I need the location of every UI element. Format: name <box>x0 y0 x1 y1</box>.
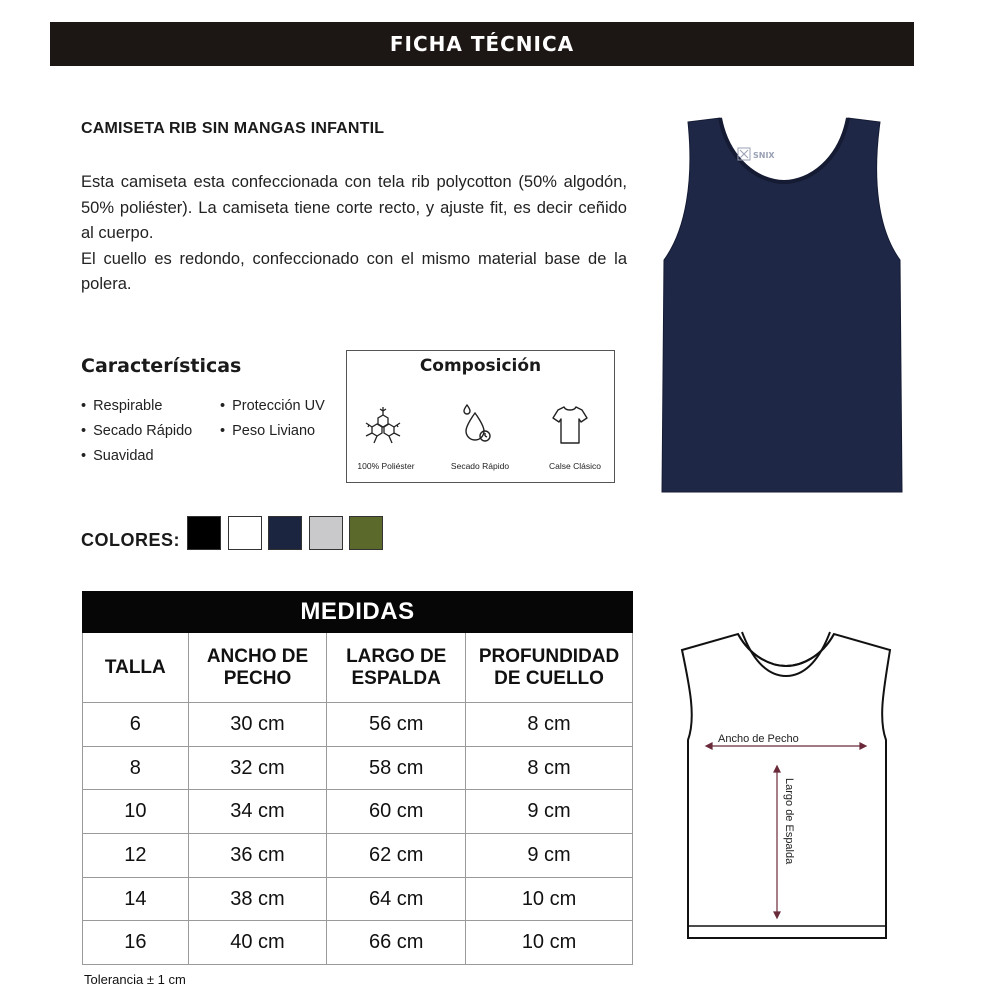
polyester-fiber-icon <box>365 403 401 447</box>
composition-box <box>346 350 615 483</box>
quick-dry-drop-icon <box>459 403 495 447</box>
table-row <box>83 790 633 834</box>
column-header: TALLA <box>83 633 189 703</box>
table-cell: 38 cm <box>188 877 327 921</box>
tolerance-note: Tolerancia ± 1 cm <box>84 972 186 987</box>
measures-title: MEDIDAS <box>83 592 633 633</box>
table-row <box>83 877 633 921</box>
features-title: Características <box>81 355 242 377</box>
composition-title: Composición <box>419 356 542 376</box>
table-cell: 34 cm <box>188 790 327 834</box>
table-cell: 62 cm <box>327 834 466 878</box>
table-cell: 60 cm <box>327 790 466 834</box>
table-cell: 58 cm <box>327 746 466 790</box>
table-cell: 8 cm <box>466 746 633 790</box>
feature-item: • Peso Liviano <box>220 423 315 439</box>
table-row <box>83 921 633 965</box>
header-bar <box>50 22 914 66</box>
column-header: LARGO DE ESPALDA <box>327 633 466 703</box>
product-description <box>81 170 627 298</box>
measures-table <box>82 591 633 965</box>
description-paragraph: El cuello es redondo, confeccionado con el mismo material base de la polera. <box>81 249 627 293</box>
table-cell: 66 cm <box>327 921 466 965</box>
composition-label: 100% Poliéster <box>357 461 415 471</box>
table-row <box>83 746 633 790</box>
color-swatch-white[interactable] <box>228 516 262 550</box>
t-shirt-icon <box>552 403 588 447</box>
product-photo <box>650 110 915 500</box>
table-row <box>83 834 633 878</box>
table-cell: 8 <box>83 746 189 790</box>
table-cell: 9 cm <box>466 790 633 834</box>
table-cell: 36 cm <box>188 834 327 878</box>
table-header-row <box>83 633 633 703</box>
table-cell: 32 cm <box>188 746 327 790</box>
table-cell: 40 cm <box>188 921 327 965</box>
table-cell: 14 <box>83 877 189 921</box>
table-cell: 16 <box>83 921 189 965</box>
composition-label: Secado Rápido <box>450 461 510 471</box>
feature-item: • Respirable <box>81 398 162 414</box>
table-cell: 30 cm <box>188 703 327 747</box>
color-swatch-navy[interactable] <box>268 516 302 550</box>
column-header: ANCHO DE PECHO <box>188 633 327 703</box>
table-cell: 9 cm <box>466 834 633 878</box>
color-swatch-black[interactable] <box>187 516 221 550</box>
product-title: CAMISETA RIB SIN MANGAS INFANTIL <box>81 120 385 137</box>
back-length-label: Largo de Espalda <box>783 778 795 865</box>
brand-logo <box>738 148 775 160</box>
composition-label: Calse Clásico <box>549 461 601 471</box>
table-cell: 6 <box>83 703 189 747</box>
page-title: FICHA TÉCNICA <box>389 32 575 56</box>
table-cell: 56 cm <box>327 703 466 747</box>
feature-item: • Protección UV <box>220 398 325 414</box>
feature-item: • Secado Rápido <box>81 423 192 439</box>
feature-item: • Suavidad <box>81 448 154 464</box>
description-paragraph: Esta camiseta esta confeccionada con tela rib polycotton (50% algodón, 50% poliéster). La camiseta tiene corte recto, y ajuste fit, es decir ceñido al cuerpo. <box>81 173 627 242</box>
table-cell: 8 cm <box>466 703 633 747</box>
table-cell: 10 cm <box>466 921 633 965</box>
colors-label: COLORES: <box>81 530 181 550</box>
table-row <box>83 703 633 747</box>
table-cell: 10 <box>83 790 189 834</box>
table-cell: 12 <box>83 834 189 878</box>
chest-width-label: Ancho de Pecho <box>718 733 799 745</box>
color-swatch-gray[interactable] <box>309 516 343 550</box>
color-swatch-olive[interactable] <box>349 516 383 550</box>
table-cell: 10 cm <box>466 877 633 921</box>
table-cell: 64 cm <box>327 877 466 921</box>
column-header: PROFUNDIDAD DE CUELLO <box>466 633 633 703</box>
brand-logo-text: SNIX <box>753 151 775 160</box>
